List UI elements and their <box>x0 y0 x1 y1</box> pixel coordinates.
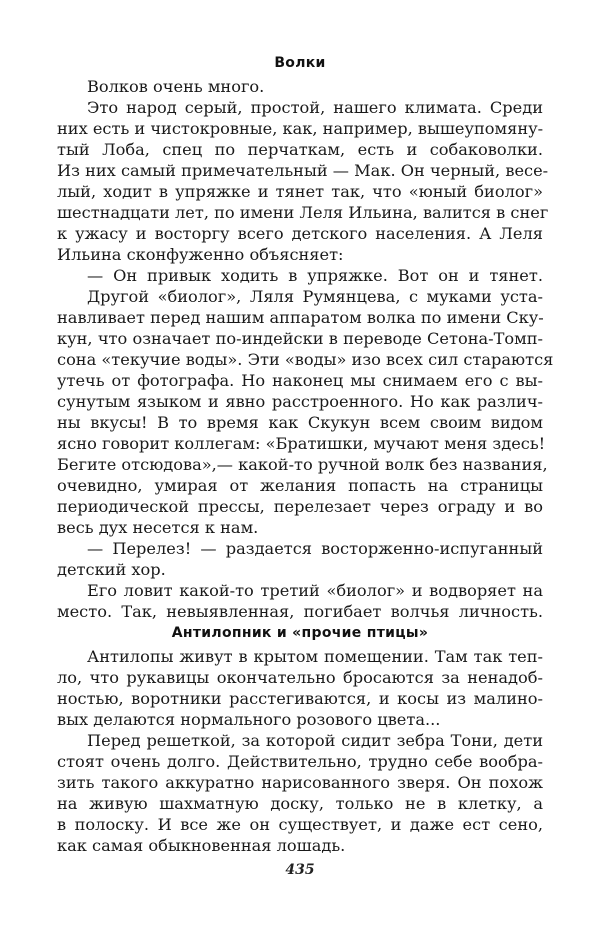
text-line: Бегите отсюдова»,— какой-то ручной волк без названия, <box>57 455 548 474</box>
text-line: тый Лоба, спец по перчаткам, есть и собаковолки. <box>57 140 543 159</box>
text-line: ностью, воротники расстегиваются, и косы из малино- <box>57 689 543 708</box>
text-line: Ильина сконфуженно объясняет: <box>57 245 344 264</box>
text-line: сунутым языком и явно расстроенного. Но как различ- <box>57 392 543 411</box>
text-line: Это народ серый, простой, нашего климата. Среди <box>87 98 543 117</box>
text-line: шестнадцати лет, по имени Леля Ильина, валится в снег <box>57 203 549 222</box>
section-body-wolves <box>57 76 554 622</box>
text-line: стоят очень долго. Действительно, трудно себе вообра- <box>57 752 543 771</box>
text-line: них есть и чистокровные, как, например, вышеупомяну- <box>57 119 544 138</box>
text-line: очевидно, умирая от желания попасть на страницы <box>57 476 543 495</box>
text-line: лый, ходит в упряжке и тянет так, что «юный биолог» <box>57 182 543 201</box>
text-line: — Перелез! — раздается восторженно-испуганный <box>87 539 543 558</box>
text-line: периодической прессы, перелезает через ограду и во <box>57 497 543 516</box>
text-line: навливает перед нашим аппаратом волка по имени Ску- <box>57 308 544 327</box>
text-line: вых делаются нормального розового цвета... <box>57 710 441 729</box>
text-line: ны вкусы! В то время как Скукун всем своим видом <box>57 413 543 432</box>
text-line: на живую шахматную доску, только не в клетку, а <box>57 794 543 813</box>
text-line: Антилопы живут в крытом помещении. Там так теп- <box>87 647 543 666</box>
section-title-antelopes: Антилопник и «прочие птицы» <box>171 625 429 641</box>
text-line: утечь от фотографа. Но наконец мы снимаем его с вы- <box>57 371 543 390</box>
text-line: Другой «биолог», Ляля Румянцева, с муками уста- <box>87 287 543 306</box>
text-line: детский хор. <box>57 560 166 579</box>
text-line: место. Так, невыявленная, погибает волчья личность. <box>57 602 543 621</box>
text-line: сона «текучие воды». Эти «воды» изо всех сил стараются <box>57 350 554 369</box>
text-line: как самая обыкновенная лошадь. <box>57 836 346 855</box>
text-line: в полоску. И все же он существует, и даже ест сено, <box>57 815 543 834</box>
section-title-wolves: Волки <box>274 55 326 71</box>
text-line: зить такого аккуратно нарисованного зверя. Он похож <box>57 773 543 792</box>
text-line: Его ловит какой-то третий «биолог» и водворяет на <box>87 581 543 600</box>
section-body-antelopes <box>57 646 543 856</box>
text-line: ясно говорит коллегам: «Братишки, мучают меня здесь! <box>57 434 546 453</box>
text-line: Перед решеткой, за которой сидит зебра Тони, дети <box>87 731 543 750</box>
text-line: — Он привык ходить в упряжке. Вот он и тянет. <box>87 266 543 285</box>
text-line: Волков очень много. <box>87 77 265 96</box>
text-line: весь дух несется к нам. <box>57 518 259 537</box>
text-line: ло, что рукавицы окончательно бросаются за ненадоб- <box>57 668 543 687</box>
text-line: Из них самый примечательный — Мак. Он черный, весе- <box>57 161 549 180</box>
page-number: 435 <box>285 862 315 878</box>
text-line: к ужасу и восторгу всего детского населения. А Леля <box>57 224 543 243</box>
text-line: кун, что означает по-индейски в переводе Сетона-Томп- <box>57 329 543 348</box>
